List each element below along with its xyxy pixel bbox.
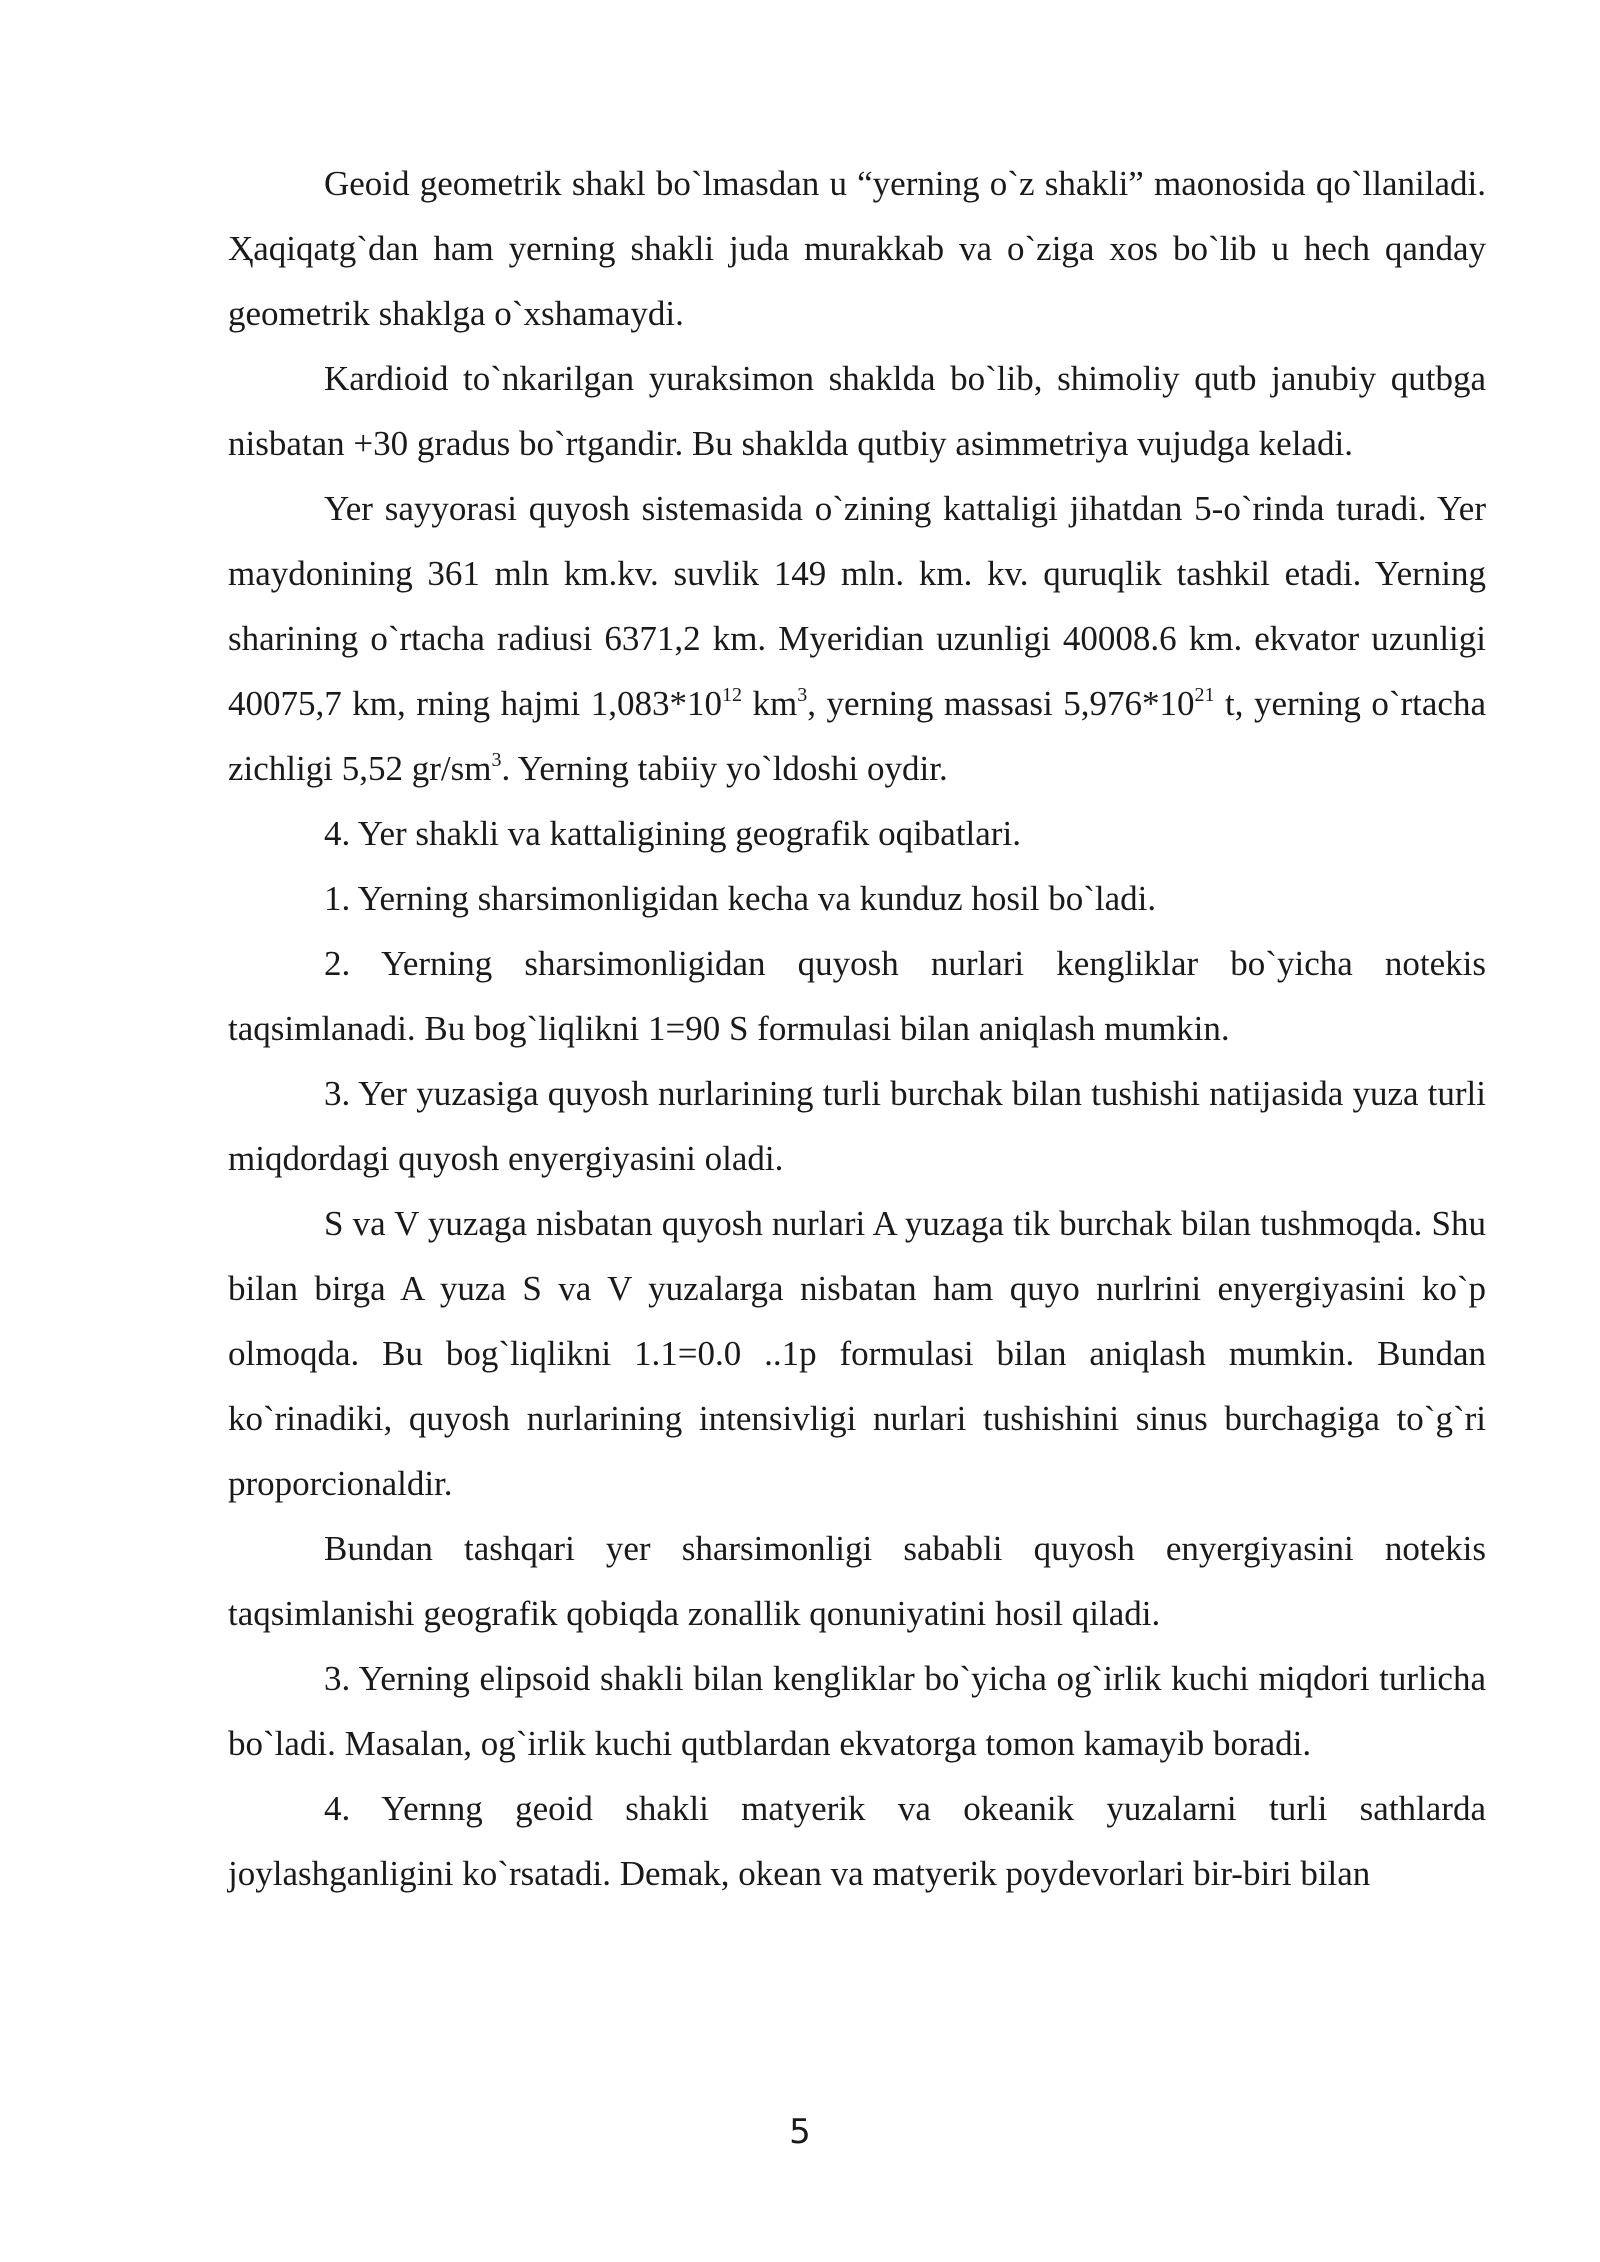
list-item-2: 2. Yerning sharsimonligidan quyosh nurlari kengliklar bo`yicha notekis taqsimlanadi. Bu bog`liqlikni 1=90 S formulasi bilan aniqlash mumkin. xyxy=(228,944,1486,1048)
document-body xyxy=(228,151,1486,1906)
mass-exponent: 21 xyxy=(1194,684,1215,706)
earth-size-text-4: t, yerning o`rtacha zichligi 5,52 gr/sm xyxy=(228,684,1486,788)
section-heading: 4. Yer shakli va kattaligining geografik oqibatlari. xyxy=(324,814,1021,853)
paragraph-kardioid: Kardioid to`nkarilgan yuraksimon shaklda bo`lib, shimoliy qutb janubiy qutbga nisbatan +30 gradus bo`rtgandir. Bu shaklda qutbiy asimmetriya vujudga keladi. xyxy=(228,359,1486,463)
paragraph-solar-angle: S va V yuzaga nisbatan quyosh nurlari A yuzaga tik burchak bilan tushmoqda. Shu bilan birga A yuza S va V yuzalarga nisbatan ham quyo nurlrini enyergiyasini ko`p olmoqda. Bu bog`liqlikni 1.1=0.0 ..1p formulasi bilan aniqlash mumkin. Bundan ko`rinadiki, quyosh nurlarining intensivligi nurlari tushishini sinus burchagiga to`g`ri proporcionaldir. xyxy=(228,1204,1486,1503)
paragraph-zonality: Bundan tashqari yer sharsimonligi sababli quyosh enyergiyasini notekis taqsimlanishi geografik qobiqda zonallik qonuniyatini hosil qiladi. xyxy=(228,1529,1486,1633)
paragraph-geoid: Geoid geometrik shakl bo`lmasdan u “yerning o`z shakli” maonosida qo`llaniladi. Ҳaqiqatg`dan ham yerning shakli juda murakkab va o`ziga xos bo`lib u hech qanday geometrik shaklga o`xshamaydi. xyxy=(228,164,1486,333)
volume-unit-exponent: 3 xyxy=(797,684,808,706)
page-number: 5 xyxy=(789,2112,811,2152)
list-item-3: 3. Yer yuzasiga quyosh nurlarining turli burchak bilan tushishi natijasida yuza turli miqdordagi quyosh enyergiyasini oladi. xyxy=(228,1074,1486,1178)
volume-exponent: 12 xyxy=(722,684,743,706)
list-item-3-gravity: 3. Yerning elipsoid shakli bilan kengliklar bo`yicha og`irlik kuchi miqdori turlicha bo`ladi. Masalan, og`irlik kuchi qutblardan ekvatorga tomon kamayib boradi. xyxy=(228,1659,1486,1763)
earth-size-text-2: km xyxy=(742,684,798,723)
density-unit-exponent: 3 xyxy=(491,749,502,771)
paragraph-earth-size xyxy=(228,476,1486,801)
earth-size-text-5: . Yerning tabiiy yo`ldoshi oydir. xyxy=(501,749,948,788)
list-item-4-geoid: 4. Yernng geoid shakli matyerik va okeanik yuzalarni turli sathlarda joylashganligini ko`rsatadi. Demak, okean va matyerik poydevorlari bir-biri bilan xyxy=(228,1789,1486,1893)
list-item-1: 1. Yerning sharsimonligidan kecha va kunduz hosil bo`ladi. xyxy=(324,879,1157,918)
earth-size-text-3: , yerning massasi 5,976*10 xyxy=(807,684,1195,723)
earth-size-text-1: Yer sayyorasi quyosh sistemasida o`zining kattaligi jihatdan 5-o`rinda turadi. Yer maydonining 361 mln km.kv. suvlik 149 mln. km. kv. quruqlik tashkil etadi. Yerning sharining o`rtacha radiusi 6371,2 km. Myeridian uzunligi 40008.6 km. ekvator uzunligi 40075,7 km, rning hajmi 1,083*10 xyxy=(228,489,1486,723)
